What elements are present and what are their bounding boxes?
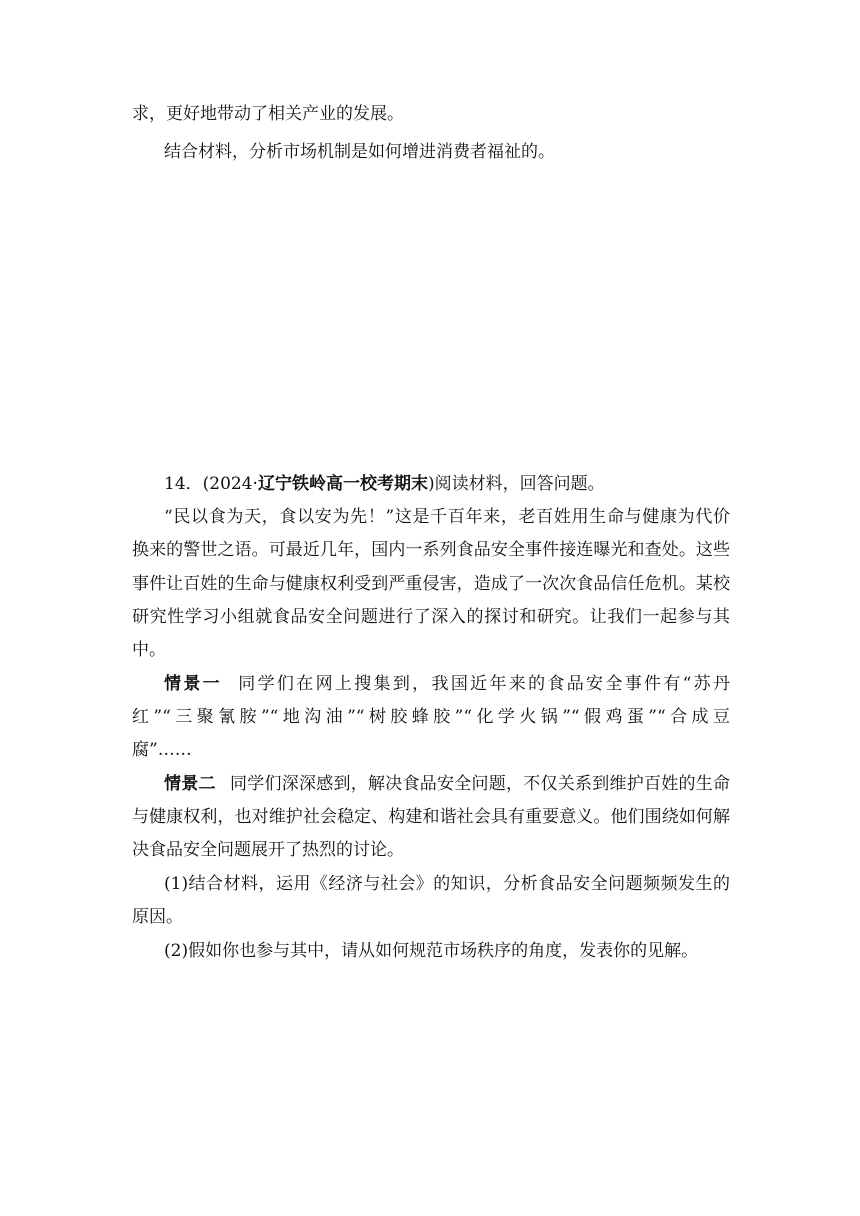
material-line: 换来的警世之语。可最近几年，国内一系列食品安全事件接连曝光和查处。这些 bbox=[132, 540, 730, 560]
prev-question-prompt: 结合材料，分析市场机制是如何增进消费者福祉的。 bbox=[164, 142, 555, 162]
question-source-close: ) bbox=[427, 474, 435, 494]
scene-2-first-line bbox=[164, 773, 730, 795]
scene-1-text: 同学们在网上搜集到，我国近年来的食品安全事件有“苏丹 bbox=[235, 674, 730, 694]
scene-2-line: 与健康权利，也对维护社会稳定、构建和谐社会具有重要意义。他们围绕如何解 bbox=[132, 807, 730, 827]
question-source-name: 辽宁铁岭高一校考期末 bbox=[257, 474, 428, 494]
material-line: 中。 bbox=[132, 640, 166, 660]
scene-1-line: 腐”…… bbox=[132, 740, 192, 760]
sub-question-1: (1)结合材料，运用《经济与社会》的知识，分析食品安全问题频频发生的 bbox=[164, 874, 730, 894]
scene-1-line: 红”“三聚氰胺”“地沟油”“树胶蜂胶”“化学火锅”“假鸡蛋”“合成豆 bbox=[132, 707, 730, 727]
question-source-open: (2024· bbox=[202, 474, 258, 494]
prev-question-tail: 求，更好地带动了相关产业的发展。 bbox=[132, 104, 404, 124]
scene-2-line: 决食品安全问题展开了热烈的讨论。 bbox=[132, 840, 404, 860]
scene-2-label: 情景二 bbox=[164, 774, 216, 794]
material-line: 研究性学习小组就食品安全问题进行了深入的探讨和研究。让我们一起参与其 bbox=[132, 607, 730, 627]
sub-question-1-cont: 原因。 bbox=[132, 907, 183, 927]
question-instruction: 阅读材料，回答问题。 bbox=[434, 474, 605, 494]
scene-2-text: 同学们深深感到，解决食品安全问题，不仅关系到维护百姓的生命 bbox=[229, 774, 730, 794]
question-number: 14． bbox=[164, 474, 203, 494]
scene-1-label: 情景一 bbox=[164, 674, 222, 694]
material-line: “民以食为天，食以安为先！”这是千百年来，老百姓用生命与健康为代价 bbox=[164, 507, 730, 527]
material-line: 事件让百姓的生命与健康权利受到严重侵害，造成了一次次食品信任危机。某校 bbox=[132, 574, 730, 594]
sub-question-2: (2)假如你也参与其中，请从如何规范市场秩序的角度，发表你的见解。 bbox=[164, 941, 699, 961]
scene-1-first-line bbox=[164, 673, 730, 695]
question-14-header bbox=[164, 473, 730, 495]
